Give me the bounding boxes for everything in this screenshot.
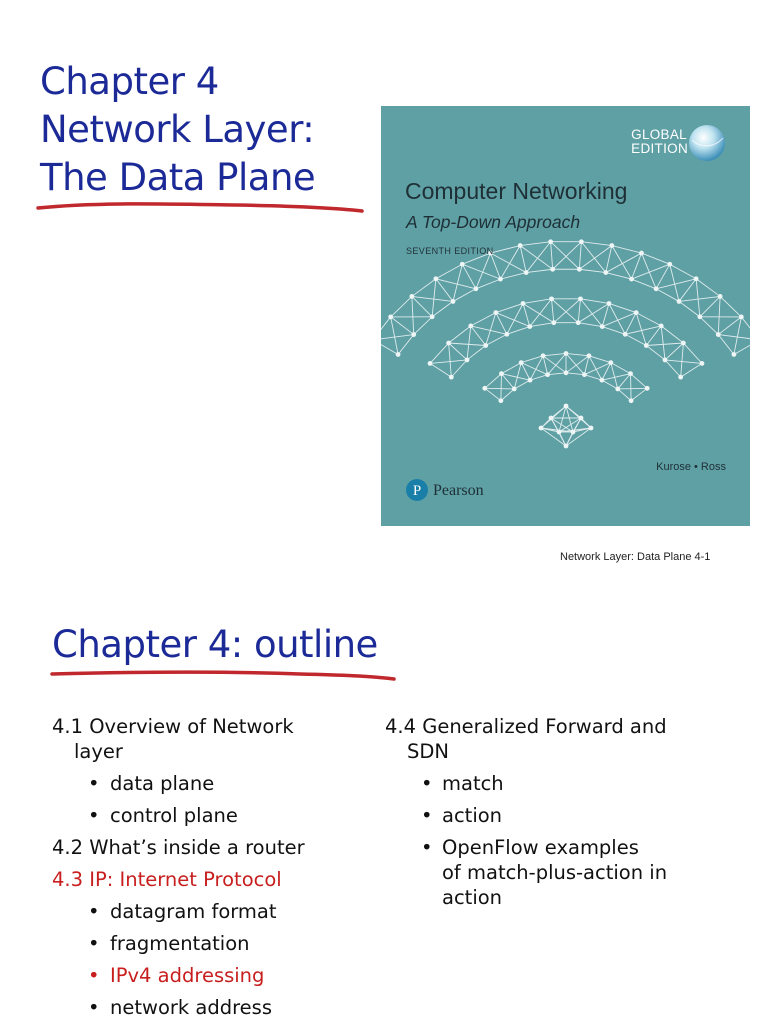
title-line-1: Chapter 4	[40, 58, 315, 106]
outline-subitem: • OpenFlow examples of match-plus-action in action	[385, 835, 715, 910]
outline-subitem: • control plane	[52, 803, 352, 828]
book-edition: SEVENTH EDITION	[406, 246, 494, 256]
pearson-logo-icon	[405, 478, 429, 502]
publisher-name: Pearson	[433, 482, 484, 500]
global-edition-badge: GLOBAL EDITION	[631, 128, 688, 156]
globe-icon	[686, 122, 728, 164]
outline-subitem: • network address	[52, 995, 352, 1020]
slide-2	[0, 580, 768, 1024]
outline-item-4-2: 4.2 What’s inside a router	[52, 835, 352, 860]
slide-footer: Network Layer: Data Plane 4-1	[560, 551, 710, 563]
outline-subitem: • match	[385, 771, 715, 796]
outline-item-4-4: 4.4 Generalized Forward and SDN	[385, 714, 715, 764]
outline-subitem: • action	[385, 803, 715, 828]
title-line-2: Network Layer:	[40, 106, 315, 154]
outline-subitem: • datagram format	[52, 899, 352, 924]
outline-item-4-1: 4.1 Overview of Network layer	[52, 714, 352, 764]
book-subtitle: A Top-Down Approach	[406, 212, 580, 233]
outline-right-column	[385, 714, 715, 917]
outline-left-column	[52, 714, 352, 1027]
title-underline	[36, 198, 366, 218]
outline-item-4-3: 4.3 IP: Internet Protocol	[52, 867, 352, 892]
svg-text:P: P	[413, 483, 421, 499]
book-authors: Kurose • Ross	[656, 461, 726, 473]
outline-subitem: • data plane	[52, 771, 352, 796]
outline-title: Chapter 4: outline	[52, 621, 378, 669]
outline-subitem: • fragmentation	[52, 931, 352, 956]
outline-title-underline	[50, 668, 400, 684]
book-cover	[381, 106, 750, 526]
slide-title	[40, 58, 315, 202]
title-line-3: The Data Plane	[40, 154, 315, 202]
outline-subitem-highlighted: • IPv4 addressing	[52, 963, 352, 988]
book-title: Computer Networking	[405, 178, 627, 205]
